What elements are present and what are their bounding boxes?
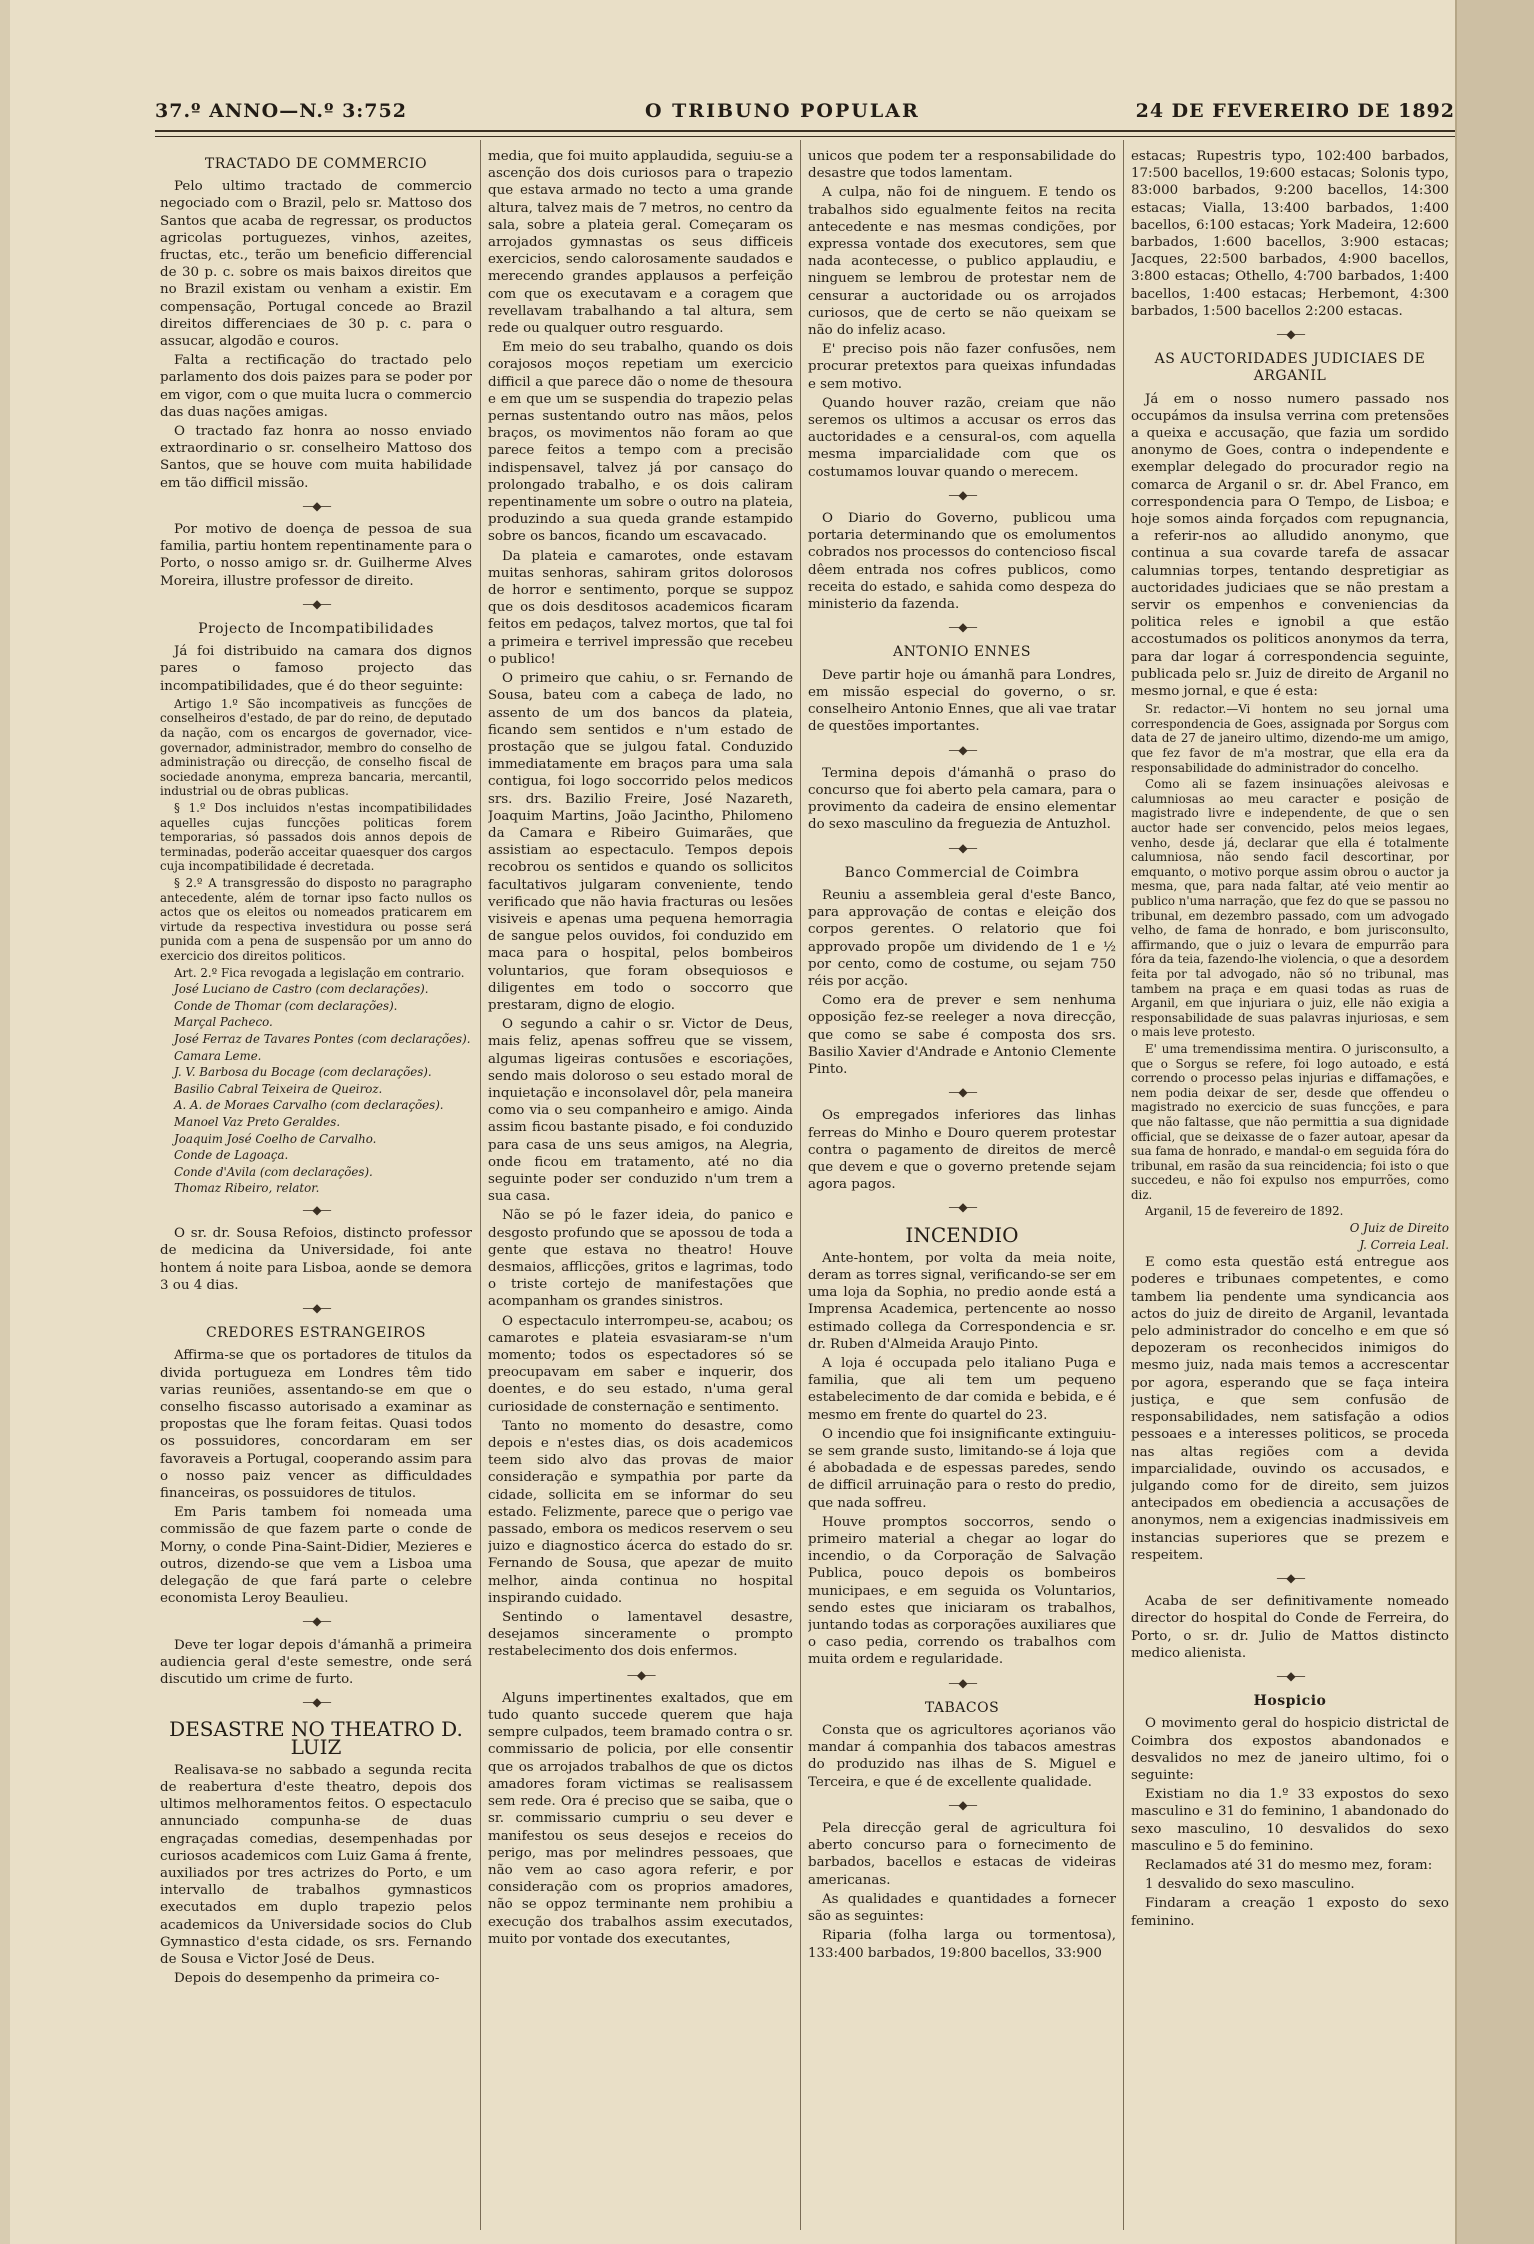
paragraph: O espectaculo interrompeu-se, acabou; os camarotes e plateia esvasiaram-se n'um momento; todos os espectadores só se preocupavam em saber e inquerir, dos doentes, e do seu estado, n'uma geral curiosidade de consternação e sentimento. (488, 1313, 793, 1415)
signatory: Thomaz Ribeiro, relator. (174, 1181, 320, 1196)
column-divider (800, 140, 801, 2230)
headline-desastre: DESASTRE NO THEATRO D. LUIZ (169, 1717, 463, 1759)
column-3 (808, 148, 1116, 2228)
paragraph: Da plateia e camarotes, onde estavam muitas senhoras, sahiram gritos dolorosos de horror e sentimento, porque se suppoz que os dois desditosos academicos ficaram feitos em pedaços, talvez mortos, que tal foi a primeira e terrivel impressão que recebeu o publico! (488, 548, 793, 667)
paragraph: O Diario do Governo, publicou uma portaria determinando que os emolumentos cobrados nos processos do contencioso fiscal dêem entrada nos cofres publicos, como receita do estado, e sahida como despeza do ministerio da fazenda. (808, 511, 1116, 613)
paragraph: O sr. dr. Sousa Refoios, distincto professor de medicina da Universidade, foi ante hontem á noite para Lisboa, aonde se demora 3 ou 4 dias. (160, 1226, 472, 1293)
paragraph: Art. 2.º Fica revogada a legislação em contrario. (174, 965, 465, 980)
paragraph: Quando houver razão, creiam que não seremos os ultimos a accusar os erros das auctoridades e a censural-os, com aquella mesma imparcialidade com que os costumamos louvar quando o merecem. (808, 395, 1116, 480)
paragraph: Reclamados até 31 do mesmo mez, foram: (1145, 1857, 1433, 1873)
separator: —◆— (948, 487, 976, 502)
separator: —◆— (948, 1797, 976, 1812)
separator: —◆— (302, 596, 330, 611)
paragraph: Reuniu a assembleia geral d'este Banco, para approvação de contas e eleição dos corpos gerentes. O relatorio que foi approvado propõe um dividendo de 1 e ½ por cento, como de costume, ou sejam 750 réis por acção. (808, 887, 1116, 989)
paragraph: A culpa, não foi de ninguem. E tendo os trabalhos sido egualmente feitos na recita antecedente e nas mesmas condições, por expressa vontade dos executores, sem que nada acontecesse, o publico applaudiu, e ninguem se lembrou de protestar nem de censurar a auctoridade ou os arrojados curiosos, que de certo se não queixam se não do infeliz acaso. (808, 185, 1116, 339)
paragraph: 1 desvalido do sexo masculino. (1145, 1877, 1355, 1893)
issue-number: 37.º ANNO—N.º 3:752 (155, 100, 407, 122)
signatory: J. V. Barbosa du Bocage (com declarações). (174, 1065, 432, 1080)
headline-ennes: ANTONIO ENNES (893, 644, 1031, 661)
paragraph: Consta que os agricultores açorianos vão mandar á companhia dos tabacos amestras do produzido nas ilhas de S. Miguel e Terceira, e que é de excellente qualidade. (808, 1723, 1116, 1790)
signatory: José Ferraz de Tavares Pontes (com declarações). (174, 1031, 471, 1046)
paragraph: Não se pó le fazer ideia, do panico e desgosto profundo que se apossou de toda a gente que estava no theatro! Houve desmaios, afflicções, gritos e lagrimas, todo o triste cortejo de manifestações que acompanham os grandes sinistros. (488, 1208, 793, 1310)
paragraph: O segundo a cahir o sr. Victor de Deus, mais feliz, apenas soffreu que se vissem, algumas ligeiras contusões e escoriações, sendo mais doloroso o seu estado moral de inquietação e inconsolavel dôr, pela maneira como via o seu companheiro e amigo. Ainda assim ficou bastante pisado, e foi conduzido para casa de uns seus amigos, na Alegria, onde ficou em tratamento, até no dia seguinte poder ser conduzido n'um trem a sua casa. (488, 1017, 793, 1205)
signatory: Conde de Lagoaça. (174, 1148, 289, 1163)
separator: —◆— (302, 1300, 330, 1315)
paragraph: O primeiro que cahiu, o sr. Fernando de Sousa, bateu com a cabeça de lado, no assento de um dos bancos da plateia, ficando sem sentidos e n'um estado de prostação que se julgou fatal. Conduzido immediatamente em braços para uma sala contigua, foi logo soccorrido pelos medicos srs. drs. Bazilio Freire, José Nazareth, Joaquim Martins, João Jacintho, Philomeno da Camara e Ribeiro Guimarães, que assistiam ao espectaculo. Tempos depois recobrou os sentidos e quando os sollicitos facultativos julgaram conveniente, tendo verificado que não havia fracturas ou lesões visiveis e apenas uma pequena hemorragia de sangue pelos ouvidos, foi conduzido em maca para o hospital, pelos bombeiros voluntarios, que foram obsequiosos e diligentes em todo o soccorro que prestaram, digno de elogio. (488, 671, 793, 1013)
paragraph: Acaba de ser definitivamente nomeado director do hospital do Conde de Ferreira, do Porto, o sr. dr. Julio de Mattos distincto medico alienista. (1131, 1594, 1449, 1661)
signatory: Basilio Cabral Teixeira de Queiroz. (174, 1081, 383, 1096)
paragraph: Artigo 1.º São incompativeis as funcções de conselheiros d'estado, de par do reino, de deputado da nação, com os encargos de governador, vice-governador, administrador, membro do conselho de administração ou direcção, de conselho fiscal de sociedade anonyma, empreza bancaria, mercantil, industrial ou de obras publicas. (160, 696, 472, 799)
signatory: Camara Leme. (174, 1048, 262, 1063)
paragraph: Já foi distribuido na camara dos dignos pares o famoso projecto das incompatibilidades, que é do theor seguinte: (160, 644, 472, 694)
signatory: Conde d'Avila (com declarações). (174, 1164, 373, 1179)
paragraph: Em Paris tambem foi nomeada uma commissão de que fazem parte o conde de Morny, o conde Pina-Saint-Didier, Mezieres e outros, dizendo-se que vem a Lisboa uma delegação de que fará parte o celebre economista Leroy Beaulieu. (160, 1505, 472, 1607)
headline-credores: CREDORES ESTRANGEIROS (205, 1325, 427, 1342)
paragraph: O movimento geral do hospicio districtal de Coimbra dos expostos abandonados e desvalidos no mez de janeiro ultimo, foi o seguinte: (1131, 1716, 1449, 1783)
paragraph: Riparia (folha larga ou tormentosa), 133:400 barbados, 19:800 bacellos, 33:900 (808, 1928, 1116, 1961)
headline-auctoridades: AS AUCTORIDADES JUDICIAES DE ARGANIL (1154, 351, 1426, 385)
paragraph: § 2.º A transgressão do disposto no paragrapho antecedente, além de tornar ipso facto nullos os actos que os eleitos ou nomeados praticarem em virtude da respectiva investidura ou posse será punida com a pena de suspensão por um anno do exercicio dos direitos politicos. (160, 876, 472, 963)
masthead (155, 100, 1455, 130)
paragraph: Deve ter logar depois d'ámanhã a primeira audiencia geral d'este semestre, onde será discutido um crime de furto. (160, 1637, 472, 1687)
separator: —◆— (302, 1695, 330, 1710)
paragraph: Houve promptos soccorros, sendo o primeiro material a chegar ao logar do incendio, o da Corporação de Salvação Publica, pouco depois os bombeiros municipaes, e em seguida os Voluntarios, sendo estes que iniciaram os trabalhos, juntando todas as corporações auxiliares que o caso pedia, correndo os trabalhos com muita ordem e regularidade. (808, 1514, 1116, 1668)
paragraph: Falta a rectificação do tractado pelo parlamento dos dois paizes para se poder por em vigor, com o que muita lucra o commercio das duas nações amigas. (160, 353, 472, 420)
paragraph: As qualidades e quantidades a fornecer são as seguintes: (808, 1891, 1116, 1925)
headline-tratado: TRACTADO DE COMMERCIO (204, 156, 428, 172)
paragraph: Ante-hontem, por volta da meia noite, deram as torres signal, verificando-se ser em uma loja da Sophia, no predio aonde está a Imprensa Academica, pertencente ao nosso estimado collega da Correspondencia e sr. dr. Ruben d'Almeida Araujo Pinto. (808, 1250, 1116, 1352)
paragraph: O incendio que foi insignificante extinguiu-se sem grande susto, limitando-se á loja que é abobadada e de espessas paredes, sendo de difficil arruinação para o resto do predio, que nada soffreu. (808, 1426, 1116, 1511)
separator: —◆— (626, 1667, 655, 1682)
signatory: José Luciano de Castro (com declarações). (174, 982, 429, 997)
column-4 (1131, 148, 1449, 2228)
paragraph: Por motivo de doença de pessoa de sua familia, partiu hontem repentinamente para o Porto, o nosso amigo sr. dr. Guilherme Alves Moreira, illustre professor de direito. (160, 522, 472, 589)
separator: —◆— (948, 840, 976, 855)
separator: —◆— (302, 1614, 330, 1629)
paragraph: O tractado faz honra ao nosso enviado extraordinario o sr. conselheiro Mattoso dos Santos, que se houve com muita habilidade em tão difficil missão. (160, 424, 472, 491)
paragraph: Sr. redactor.—Vi hontem no seu jornal uma correspondencia de Goes, assignada por Sorgus com data de 27 de janeiro ultimo, dizendo-me um amigo, que fez favor de m'a mostrar, que ella era da responsabilidade do administrador do concelho. (1131, 702, 1449, 775)
paragraph: Findaram a creação 1 exposto do sexo feminino. (1131, 1896, 1449, 1929)
paragraph: Realisava-se no sabbado a segunda recita de reabertura d'este theatro, depois dos ultimos melhoramentos feitos. O espectaculo annunciado compunha-se de duas engraçadas comedias, desempenhadas por curiosos academicos com Luiz Gama á frente, auxiliados por tres actrizes do Porto, e um intervallo de trabalhos gymnasticos executados em duplo trapezio pelos academicos da Universidade socios do Club Gymnastico d'esta cidade, os srs. Fernando de Sousa e Victor José de Deus. (160, 1762, 472, 1968)
paragraph: Como era de prever e sem nenhuma opposição fez-se reeleger a nova direcção, que como se sabe é composta dos srs. Basilio Xavier d'Andrade e Antonio Clemente Pinto. (808, 993, 1116, 1077)
letter-signature-title: O Juiz de Direito (1349, 1221, 1449, 1236)
paragraph: Affirma-se que os portadores de titulos da divida portugueza em Londres têm tido varias reuniões, assentando-se em que o conselho fiscasso autorisado a examinar as propostas que lhe foram feitas. Quasi todos os possuidores, concordaram em ser favoraveis a Portugal, cooperando assim para o nosso paiz vencer as difficuldades financeiras, os possuidores de titulos. (160, 1348, 472, 1501)
separator: —◆— (302, 1202, 330, 1217)
signatory-list (160, 982, 472, 1196)
separator: —◆— (1276, 327, 1304, 342)
paragraph: Sentindo o lamentavel desastre, desejamos sinceramente o prompto restabelecimento dos dois enfermos. (488, 1610, 793, 1660)
signatory: Conde de Thomar (com declarações). (174, 998, 398, 1013)
column-2 (488, 148, 793, 2228)
separator: —◆— (948, 1675, 976, 1690)
paragraph: Tanto no momento do desastre, como depois e n'estes dias, os dois academicos teem sido alvo das provas de maior consideração e sympathia por parte da cidade, sollicita em se informar do seu estado. Felizmente, parece que o perigo vae passado, embora os medicos reservem o seu juizo e diagnostico ácerca do estado do sr. Fernando de Sousa, que apezar de muito melhor, ainda continua no hospital inspirando cuidado. (488, 1418, 793, 1606)
column-1 (160, 148, 472, 2228)
issue-date: 24 DE FEVEREIRO DE 1892 (1135, 100, 1455, 122)
paragraph: Pelo ultimo tractado de commercio negociado com o Brazil, pelo sr. Mattoso dos Santos que acaba de regressar, os productos agricolas portuguezes, vinhos, azeites, fructas, etc., terão um beneficio differencial de 30 p. c. sobre os mais baixos direitos que no Brazil existam ou venham a existir. Em compensação, Portugal concede ao Brazil direitos differenciaes de 30 p. c. para o assucar, algodão e couros. (160, 179, 472, 350)
adjacent-page-edge (1455, 0, 1534, 2244)
separator: —◆— (948, 620, 976, 635)
newspaper-title: O TRIBUNO POPULAR (645, 100, 920, 122)
separator: —◆— (948, 1085, 976, 1100)
headline-projecto: Projecto de Incompatibilidades (198, 621, 434, 638)
paragraph: Depois do desempenho da primeira co- (174, 1971, 440, 1987)
paragraph: Termina depois d'ámanhã o praso do concurso que foi aberto pela camara, para o provimento da cadeira de ensino elementar do sexo masculino da freguezia de Antuzhol. (808, 765, 1116, 833)
paragraph: E' uma tremendissima mentira. O jurisconsulto, a que o Sorgus se refere, foi logo autoado, e está correndo o processo pelas injurias e diffamações, e nem podia deixar de ser, desde que offendeu o magistrado no exercicio de suas funcções, e para que não faltasse, que não permittia a sua dignidade official, que se deixasse de o fazer autoar, apesar da sua fama de honrado, e mandal-o em seguida fóra do tribunal, em rasão da sua reincidencia; foi isto o que succedeu, e não foi expulso nos empurrões, como diz. (1131, 1041, 1449, 1202)
paragraph: § 1.º Dos incluidos n'estas incompatibilidades aquelles cujas funcções politicas forem temporarias, só passados dois annos depois de terminadas, poderão acceitar quaesquer dos cargos cuja incompatibilidade é decretada. (160, 801, 472, 874)
paragraph: Deve partir hoje ou ámanhã para Londres, em missão especial do governo, o sr. conselheiro Antonio Ennes, que ali vae tratar de questões importantes. (808, 667, 1116, 735)
headline-banco: Banco Commercial de Coimbra (844, 864, 1080, 881)
signatory: Joaquim José Coelho de Carvalho. (174, 1131, 377, 1146)
paragraph: Alguns impertinentes exaltados, que em tudo quanto succede querem que haja sempre culpados, teem bramado contra o sr. commissario de policia, por elle consentir que os arrojados trabalhos de que os dictos amadores foram victimas se realisassem sem rede. Ora é preciso que se saiba, que o sr. commissario cumpriu o seu dever e manifestou os seus desejos e receios do perigo, mas por melindres pessoaes, que não vem ao caso agora referir, e por consideração com os proprios amadores, não se oppoz terminante nem prohibiu a execução dos trabalhos assim executados, muito por vontade dos executantes, (488, 1690, 793, 1947)
paragraph: Em meio do seu trabalho, quando os dois corajosos moços repetiam um exercicio difficil a que parece dão o nome de thesoura e em que um se suspendia do trapezio pelas pernas sustentando outro nas mãos, pelos braços, os movimentos não foram ao que parece feitos a tempo com a precisão indispensavel, talvez já por cansaço do prolongado trabalho, e os dois caliram repentinamente um sobre o outro na plateia, produzindo a sua queda grande estampido sobre os bancos, ficando um escavacado. (488, 340, 793, 545)
masthead-rule-thin (155, 136, 1455, 137)
paragraph: E' preciso pois não fazer confusões, nem procurar pretextos para queixas infundadas e sem motivo. (808, 342, 1116, 392)
separator: —◆— (1276, 1570, 1304, 1585)
letter-signature-name: J. Correia Leal. (1359, 1237, 1449, 1252)
paragraph: media, que foi muito applaudida, seguiu-se a ascenção dos dois curiosos para o trapezio que estava armado no tecto a uma grande altura, talvez mais de 7 metros, no centro da sala, sobre a plateia geral. Começaram os arrojados gymnastas os seus difficeis exercicios, sendo calorosamente saudados e merecendo grandes applausos a perfeição com que os executavam e a coragem que revellavam trabalhando a tal altura, sem rede ou qualquer outro resguardo. (488, 149, 793, 337)
masthead-rule (155, 130, 1455, 132)
paragraph: A loja é occupada pelo italiano Puga e familia, que ali tem um pequeno estabelecimento de dar comida e bebida, e é mesmo em frente do quartel do 23. (808, 1356, 1116, 1423)
separator: —◆— (948, 742, 976, 757)
column-divider (480, 140, 481, 2230)
paragraph: unicos que podem ter a responsabilidade do desastre que todos lamentam. (808, 149, 1116, 182)
paragraph: Como ali se fazem insinuações aleivosas e calumniosas ao meu caracter e posição de magistrado livre e independente, de que o sen auctor hade ser convencido, pelos meios legaes, venho, desde já, declarar que ella é totalmente calumniosa, não sendo facil descortinar, por emquanto, o motivo porque assim obrou o auctor ja mesma, que, para nada faltar, até veio mentir ao publico n'uma narração, que fez do que se passou no tribunal, em dezembro passado, com um advogado velho, de fama de honrado, e bom jurisconsulto, affirmando, que o juiz o levara de empurrão para fóra da teia, fazendo-lhe violencia, o que a desordem feita por tal advogado, não só no tribunal, mas tambem na praça e em quasi todas as ruas de Arganil, em que injuriara o juiz, elle não exigia a responsabilidade de suas palavras injuriosas, e sem o mais leve protesto. (1131, 777, 1449, 1040)
column-divider (1123, 140, 1124, 2230)
headline-incendio: INCENDIO (905, 1222, 1019, 1247)
paragraph: Os empregados inferiores das linhas ferreas do Minho e Douro querem protestar contra o pagamento de direitos de mercê que devem e que o governo pretende sejam agora pagos. (808, 1108, 1116, 1193)
headline-tabacos: TABACOS (924, 1699, 1000, 1716)
paragraph: Pela direcção geral de agricultura foi aberto concurso para o fornecimento de barbados, bacellos e estacas de videiras americanas. (808, 1821, 1116, 1888)
paragraph: Existiam no dia 1.º 33 expostos do sexo masculino e 31 do feminino, 1 abandonado do sexo masculino, 10 desvalidos do sexo masculino e 5 do feminino. (1131, 1787, 1449, 1854)
paragraph: estacas; Rupestris typo, 102:400 barbados, 17:500 bacellos, 19:600 estacas; Solonis typo, 83:000 barbados, 9:200 bacellos, 14:300 estacas; Vialla, 13:400 barbados, 1:400 bacellos, 6:100 estacas; York Madeira, 12:600 barbados, 1:600 bacellos, 3:900 estacas; Jacques, 22:500 barbados, 4:900 bacellos, 3:800 estacas; Othello, 4:700 barbados, 1:400 bacellos, 1:400 estacas; Herbemont, 4:300 barbados, 1:500 bacellos 2:200 estacas. (1131, 149, 1449, 319)
paragraph: E como esta questão está entregue aos poderes e tribunaes competentes, e como tambem lia pendente uma syndicancia aos actos do juiz de direito de Arganil, levantada pelo administrador do concelho e em que só depozeram os reconhecidos inimigos do mesmo juiz, nada mais temos a accrescentar por agora, esperando que se faça inteira justiça, e que sem confusão de responsabilidades, nem satisfação a odios pessoaes e a interesses politicos, se proceda nas altas regiões com a devida imparcialidade, ouvindo os accusados, e julgando como for de direito, sem juizos antecipados em obediencia a accusações de anonymos, nem a exigencias inadmissiveis em instancias superiores que se prezem e respeitem. (1131, 1255, 1449, 1563)
separator: —◆— (1276, 1668, 1304, 1683)
signatory: Manoel Vaz Preto Geraldes. (174, 1114, 341, 1129)
signatory: Marçal Pacheco. (174, 1015, 273, 1030)
separator: —◆— (948, 1200, 976, 1215)
signatory: A. A. de Moraes Carvalho (com declarações). (174, 1098, 444, 1113)
headline-hospicio: Hospicio (1253, 1693, 1327, 1710)
separator: —◆— (302, 498, 330, 513)
letter-date: Arganil, 15 de fevereiro de 1892. (1145, 1204, 1344, 1219)
paragraph: Já em o nosso numero passado nos occupámos da insulsa verrina com pretensões a queixa e accusação, que fazia um sordido anonymo de Goes, contra o independente e exemplar delegado do procurador regio na comarca de Arganil o sr. dr. Abel Franco, em correspondencia para O Tempo, de Lisboa; e hoje somos ainda forçados com repugnancia, a referir-nos ao alludido anonymo, que continua a sua covarde tarefa de assacar calumnias torpes, tentando despretigiar as auctoridades judiciaes que se não prestam a servir os empenhos e conveniencias da politica reles e ignobil a que estão accostumados os politicos anonymos da terra, para dar logar á correspondencia seguinte, publicada pelo sr. Juiz de direito de Arganil no mesmo jornal, e que é esta: (1131, 391, 1449, 700)
